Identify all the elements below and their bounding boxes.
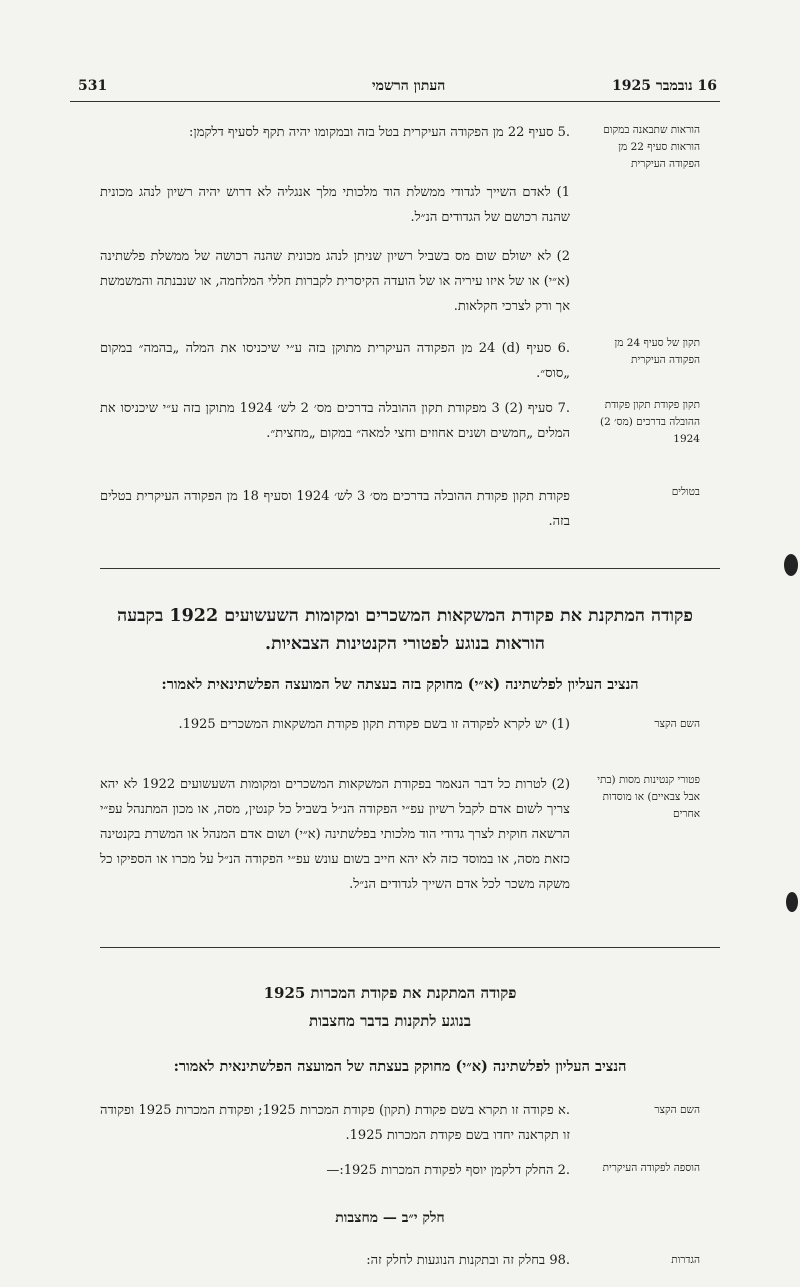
ordinance2-section-1: .א פקודה זו תקרא בשם פקודת (תקון) פקודת המכרות 1925; ופקודת המכרות 1925 ופקודה זו תקראנה יחדו בשם פקודת המכרות 1925. <box>100 1103 570 1143</box>
margin-note-repeals: בטולים <box>671 486 700 498</box>
ordinance2-title-line1: פקודה המתקנת את פקודת המכרות 1925 <box>263 984 517 1002</box>
page-number: 531 <box>78 78 108 94</box>
ordinance1-section-2: (2) לטרות כל דבר הנאמר בפקודת המשקאות המשכרים ומקומות השעשועים 1922 לא יהא צריך לשום אדם לקבל רשיון עפ״י הפקודה הנ״ל בשביל כל קנטין, מסה, או מכון המתנהל עפ״י הרשאה חוקית לצרך גדודי הוד מלכותי בפלשתינה (א״י) ושום אדם המנהל או המשרת בקנטינה כזאת מסה, או במוסד כזה לא יהא חייב בשום עונש עפ״י הפקודה הנ״ל על מכרו או הספיקו כל משקה משכר לכל אדם השייך לגדודים הנ״ל. <box>100 777 571 892</box>
subsection-2: 2) לא ישולם שום מס בשביל רשיון שניתן לנהג מכונית שהנה רכושה של ממשלת פלשתינה (א״י) או של איזו עיריה או של הועדה הקיסרית לקברות חללי המלחמה, או שנבנתה והמשמשת אך ורק לצרכי חקלאות. <box>100 249 570 314</box>
ordinance2-section-2: .2 החלק דלקמן יוסף לפקודת המכרות 1925:— <box>326 1163 570 1178</box>
issue-date: 16 נובמבר 1925 <box>612 78 718 94</box>
ordinance2-margin-definitions: הגדרות <box>671 1254 700 1266</box>
binding-hole-top <box>784 554 798 576</box>
binding-hole-bottom <box>786 892 798 912</box>
section-divider-2 <box>100 947 720 948</box>
ordinance2-margin-addition: הוספה לפקודה העיקרית <box>602 1162 700 1174</box>
ordinance1-margin-short-title: השם הקצר <box>654 718 700 730</box>
section-6: .6 סעיף (d) 24 מן הפקודה העיקרית מתוקן בזה ע״י שיכניסו את המלה „בהמה״ במקום „סוס״. <box>100 341 570 381</box>
header-rule <box>70 101 720 102</box>
ordinance1-margin-exemptions: פטורי קנטינות מסות (בתי אבל צבאיים) או מוסדות אחרים <box>597 774 700 820</box>
repeals-text: פקודת תקון פקודת ההובלה בדרכים מס׳ 3 לש׳ 1924 וסעיף 18 מן הפקודה העיקרית בטלים בזה. <box>100 489 570 529</box>
margin-note-sec7: תקון פקודת תקון פקודת ההובלה בדרכים (מס׳ 2) 1924 <box>599 399 700 445</box>
section-7: .7 סעיף (2) 3 מפקודת תקון ההובלה בדרכים מס׳ 2 לש׳ 1924 מתוקן בזה ע״י שיכניסו את המלים „חמשים ושנים אחוזים וחצי למאה״ במקום „מחצית״. <box>100 401 570 441</box>
ordinance2-title-line2: בנוגע לתקנות בדבר מחצבות <box>309 1012 471 1030</box>
ordinance2-section-98: .98 בחלק זה ובתקנות הנוגעות לחלק זה: <box>366 1253 570 1268</box>
ordinance1-enactment: הנציב העליון לפלשתינה (א״י) מחוקק בזה בעצתה של המועצה הפלשתינאית לאמור: <box>161 676 639 693</box>
section-divider-1 <box>100 568 720 569</box>
ordinance2-enactment: הנציב העליון לפלשתינה (א״י) מחוקק בעצתה של המועצה הפלשתינאית לאמור: <box>173 1058 627 1075</box>
ordinance1-title: פקודה המתקנת את פקודת המשקאות המשכרים ומקומות השעשועים 1922 בקבעה הוראות בנוגע לפטורי הקנטינות הצבאיות. <box>117 606 693 654</box>
gazette-title: העתון הרשמי <box>372 78 446 94</box>
ordinance1-section-1: (1) יש לקרא לפקודה זו בשם פקודת תקון פקודת המשקאות המשכרים 1925. <box>178 717 570 732</box>
subsection-1: 1) לאדם השייך לגדודי ממשלת הוד מלכותי מלך אנגליה לא דרוש יהיה רשיון לנהג מכונית שהנה רכושם של הגדודים הנ״ל. <box>100 185 570 225</box>
part-heading: חלק י״ב — מחצבות <box>335 1210 445 1226</box>
margin-note-sec6: תקון של סעיף 24 מן הפקודה העיקרית <box>614 337 700 366</box>
margin-note-sec5: הוראות שתבאנה במקום הוראות סעיף 22 מן הפקודה העיקרית <box>603 124 700 170</box>
ordinance2-margin-short-title: השם הקצר <box>654 1104 700 1116</box>
section-5: .5 סעיף 22 מן הפקודה העיקרית בטל בזה ובמקומו יהיה תקף לסעיף דלקמן: <box>189 125 570 140</box>
